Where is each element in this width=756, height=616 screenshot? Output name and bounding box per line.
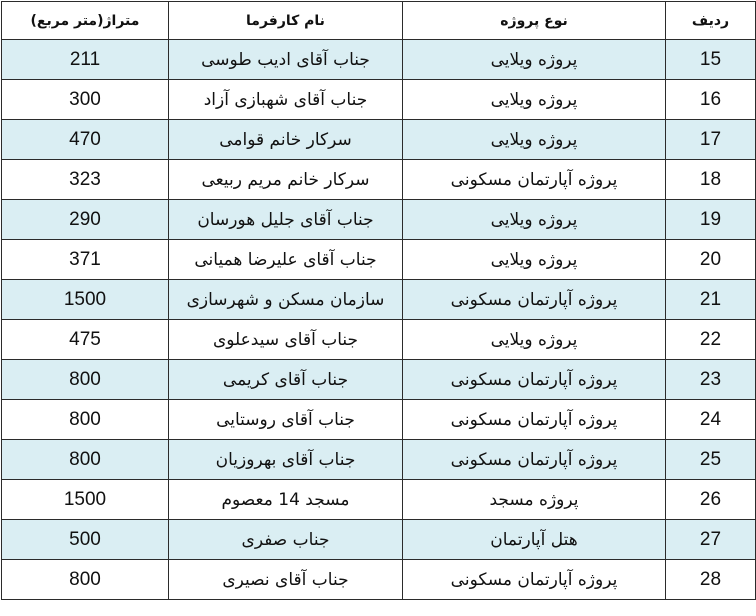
- cell-index: 20: [666, 240, 756, 280]
- cell-index: 27: [666, 520, 756, 560]
- cell-client: جناب آقای جلیل هورسان: [169, 200, 403, 240]
- cell-client: جناب آقای کریمی: [169, 360, 403, 400]
- cell-project-type: پروژه ویلایی: [403, 80, 666, 120]
- cell-area: 800: [2, 440, 169, 480]
- cell-project-type: پروژه ویلایی: [403, 120, 666, 160]
- cell-area: 800: [2, 360, 169, 400]
- cell-area: 1500: [2, 480, 169, 520]
- table-body: [2, 40, 756, 600]
- cell-project-type: پروژه ویلایی: [403, 320, 666, 360]
- table-row: [2, 80, 756, 120]
- cell-client: سازمان مسکن و شهرسازی: [169, 280, 403, 320]
- cell-client: مسجد 14 معصوم: [169, 480, 403, 520]
- cell-index: 16: [666, 80, 756, 120]
- cell-project-type: پروژه آپارتمان مسکونی: [403, 160, 666, 200]
- cell-area: 371: [2, 240, 169, 280]
- table-row: [2, 560, 756, 600]
- cell-index: 15: [666, 40, 756, 80]
- cell-project-type: پروژه آپارتمان مسکونی: [403, 560, 666, 600]
- header-project-type: نوع پروژه: [403, 2, 666, 40]
- table-row: [2, 360, 756, 400]
- cell-project-type: هتل آپارتمان: [403, 520, 666, 560]
- cell-area: 475: [2, 320, 169, 360]
- cell-area: 290: [2, 200, 169, 240]
- cell-client: جناب آقای شهبازی آزاد: [169, 80, 403, 120]
- cell-client: جناب آقای علیرضا همیانی: [169, 240, 403, 280]
- table-row: [2, 120, 756, 160]
- table-row: [2, 280, 756, 320]
- cell-project-type: پروژه ویلایی: [403, 200, 666, 240]
- cell-index: 26: [666, 480, 756, 520]
- table-row: [2, 240, 756, 280]
- header-index: ردیف: [666, 2, 756, 40]
- table-row: [2, 480, 756, 520]
- table-row: [2, 440, 756, 480]
- cell-client: جناب صفری: [169, 520, 403, 560]
- cell-client: جناب آقای سیدعلوی: [169, 320, 403, 360]
- cell-project-type: پروژه ویلایی: [403, 40, 666, 80]
- cell-index: 21: [666, 280, 756, 320]
- table-header-row: [2, 2, 756, 40]
- cell-project-type: پروژه آپارتمان مسکونی: [403, 280, 666, 320]
- header-area: متراژ(متر مربع): [2, 2, 169, 40]
- cell-client: جناب آقای روستایی: [169, 400, 403, 440]
- cell-index: 24: [666, 400, 756, 440]
- table-row: [2, 320, 756, 360]
- cell-client: جناب آقای بهروزیان: [169, 440, 403, 480]
- table-row: [2, 200, 756, 240]
- table-row: [2, 520, 756, 560]
- cell-area: 300: [2, 80, 169, 120]
- projects-table: [1, 1, 756, 600]
- cell-project-type: پروژه آپارتمان مسکونی: [403, 360, 666, 400]
- cell-area: 1500: [2, 280, 169, 320]
- cell-area: 470: [2, 120, 169, 160]
- cell-index: 17: [666, 120, 756, 160]
- cell-index: 25: [666, 440, 756, 480]
- cell-client: سرکار خانم قوامی: [169, 120, 403, 160]
- cell-area: 323: [2, 160, 169, 200]
- table-row: [2, 400, 756, 440]
- cell-project-type: پروژه آپارتمان مسکونی: [403, 400, 666, 440]
- cell-project-type: پروژه ویلایی: [403, 240, 666, 280]
- cell-index: 19: [666, 200, 756, 240]
- table-row: [2, 40, 756, 80]
- cell-project-type: پروژه آپارتمان مسکونی: [403, 440, 666, 480]
- cell-index: 22: [666, 320, 756, 360]
- cell-project-type: پروژه مسجد: [403, 480, 666, 520]
- cell-index: 23: [666, 360, 756, 400]
- table-row: [2, 160, 756, 200]
- cell-client: جناب آقای نصیری: [169, 560, 403, 600]
- cell-area: 800: [2, 560, 169, 600]
- header-client: نام کارفرما: [169, 2, 403, 40]
- cell-area: 211: [2, 40, 169, 80]
- cell-area: 800: [2, 400, 169, 440]
- cell-client: سرکار خانم مریم ربیعی: [169, 160, 403, 200]
- cell-area: 500: [2, 520, 169, 560]
- cell-index: 18: [666, 160, 756, 200]
- cell-index: 28: [666, 560, 756, 600]
- cell-client: جناب آقای ادیب طوسی: [169, 40, 403, 80]
